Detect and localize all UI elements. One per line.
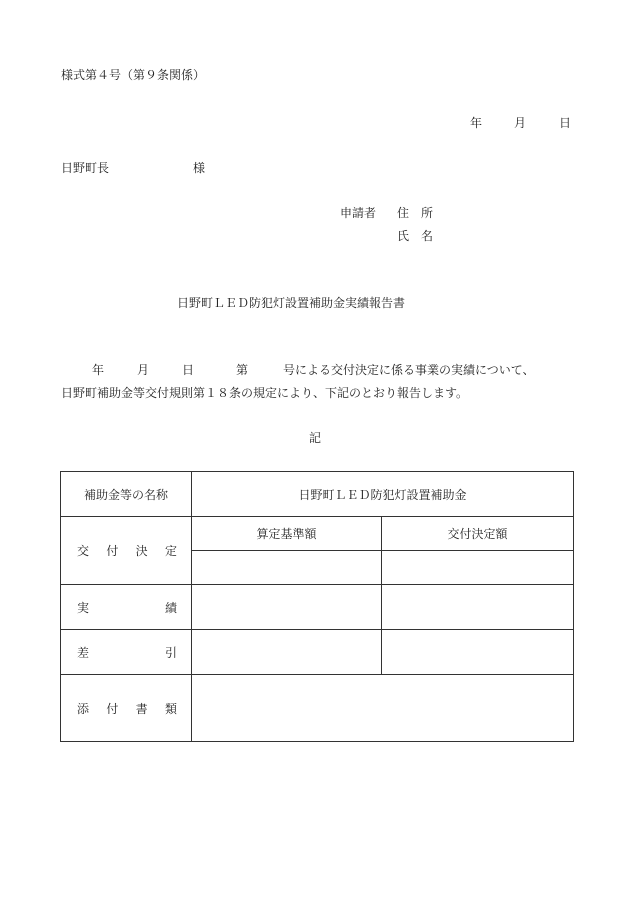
attachments-char: 書	[135, 701, 148, 716]
grant-amount-cell[interactable]	[382, 551, 574, 585]
body-day: 日	[182, 363, 195, 377]
document-title: 日野町ＬＥＤ防犯灯設置補助金実績報告書	[177, 296, 406, 310]
difference-char: 引	[164, 645, 177, 660]
grant-decision-char: 定	[164, 544, 177, 558]
applicant-name-label: 氏 名	[397, 229, 434, 243]
actual-label	[61, 585, 192, 630]
attachments-char: 添	[77, 701, 90, 716]
body-line2: 日野町補助金等交付規則第１８条の規定により、下記のとおり報告します。	[61, 386, 469, 400]
form-number: 様式第４号（第９条関係）	[61, 68, 206, 82]
body-number-prefix: 第	[236, 363, 249, 377]
date-year-label: 年	[470, 116, 483, 130]
col-header-grant-amount: 交付決定額	[382, 517, 574, 551]
standard-amount-cell[interactable]	[192, 551, 382, 585]
subsidy-name-value: 日野町ＬＥＤ防犯灯設置補助金	[192, 472, 574, 517]
actual-char: 実	[77, 600, 90, 615]
actual-grant-cell[interactable]	[382, 585, 574, 630]
subsidy-name-label: 補助金等の名称	[61, 472, 192, 517]
difference-grant-cell[interactable]	[382, 630, 574, 675]
addressee-honorific: 様	[193, 161, 206, 175]
applicant-address-label: 住 所	[397, 206, 434, 220]
attachments-char: 付	[106, 701, 119, 716]
grant-decision-label	[61, 517, 192, 585]
attachments-char: 類	[164, 701, 177, 716]
attachments-label	[61, 675, 192, 742]
row-difference	[61, 630, 574, 675]
body-year: 年	[92, 363, 105, 377]
row-attachments	[61, 675, 574, 742]
body-month: 月	[137, 363, 150, 377]
difference-standard-cell[interactable]	[192, 630, 382, 675]
grant-decision-char: 付	[106, 544, 119, 558]
grant-decision-char: 交	[77, 544, 90, 558]
difference-label	[61, 630, 192, 675]
col-header-standard-amount: 算定基準額	[192, 517, 382, 551]
grant-decision-char: 決	[135, 544, 148, 558]
row-subsidy-name	[61, 472, 574, 517]
difference-char: 差	[77, 645, 90, 660]
attachments-value-cell[interactable]	[192, 675, 574, 742]
row-grant-decision-header	[61, 517, 574, 551]
ki-heading: 記	[309, 431, 322, 445]
date-month-label: 月	[514, 116, 527, 130]
addressee-name: 日野町長	[61, 161, 110, 175]
actual-standard-cell[interactable]	[192, 585, 382, 630]
row-actual	[61, 585, 574, 630]
report-table	[60, 471, 574, 742]
date-day-label: 日	[559, 116, 572, 130]
actual-char: 績	[164, 600, 177, 615]
body-line1-rest: 号による交付決定に係る事業の実績について、	[283, 363, 535, 377]
applicant-role: 申請者	[340, 206, 377, 220]
